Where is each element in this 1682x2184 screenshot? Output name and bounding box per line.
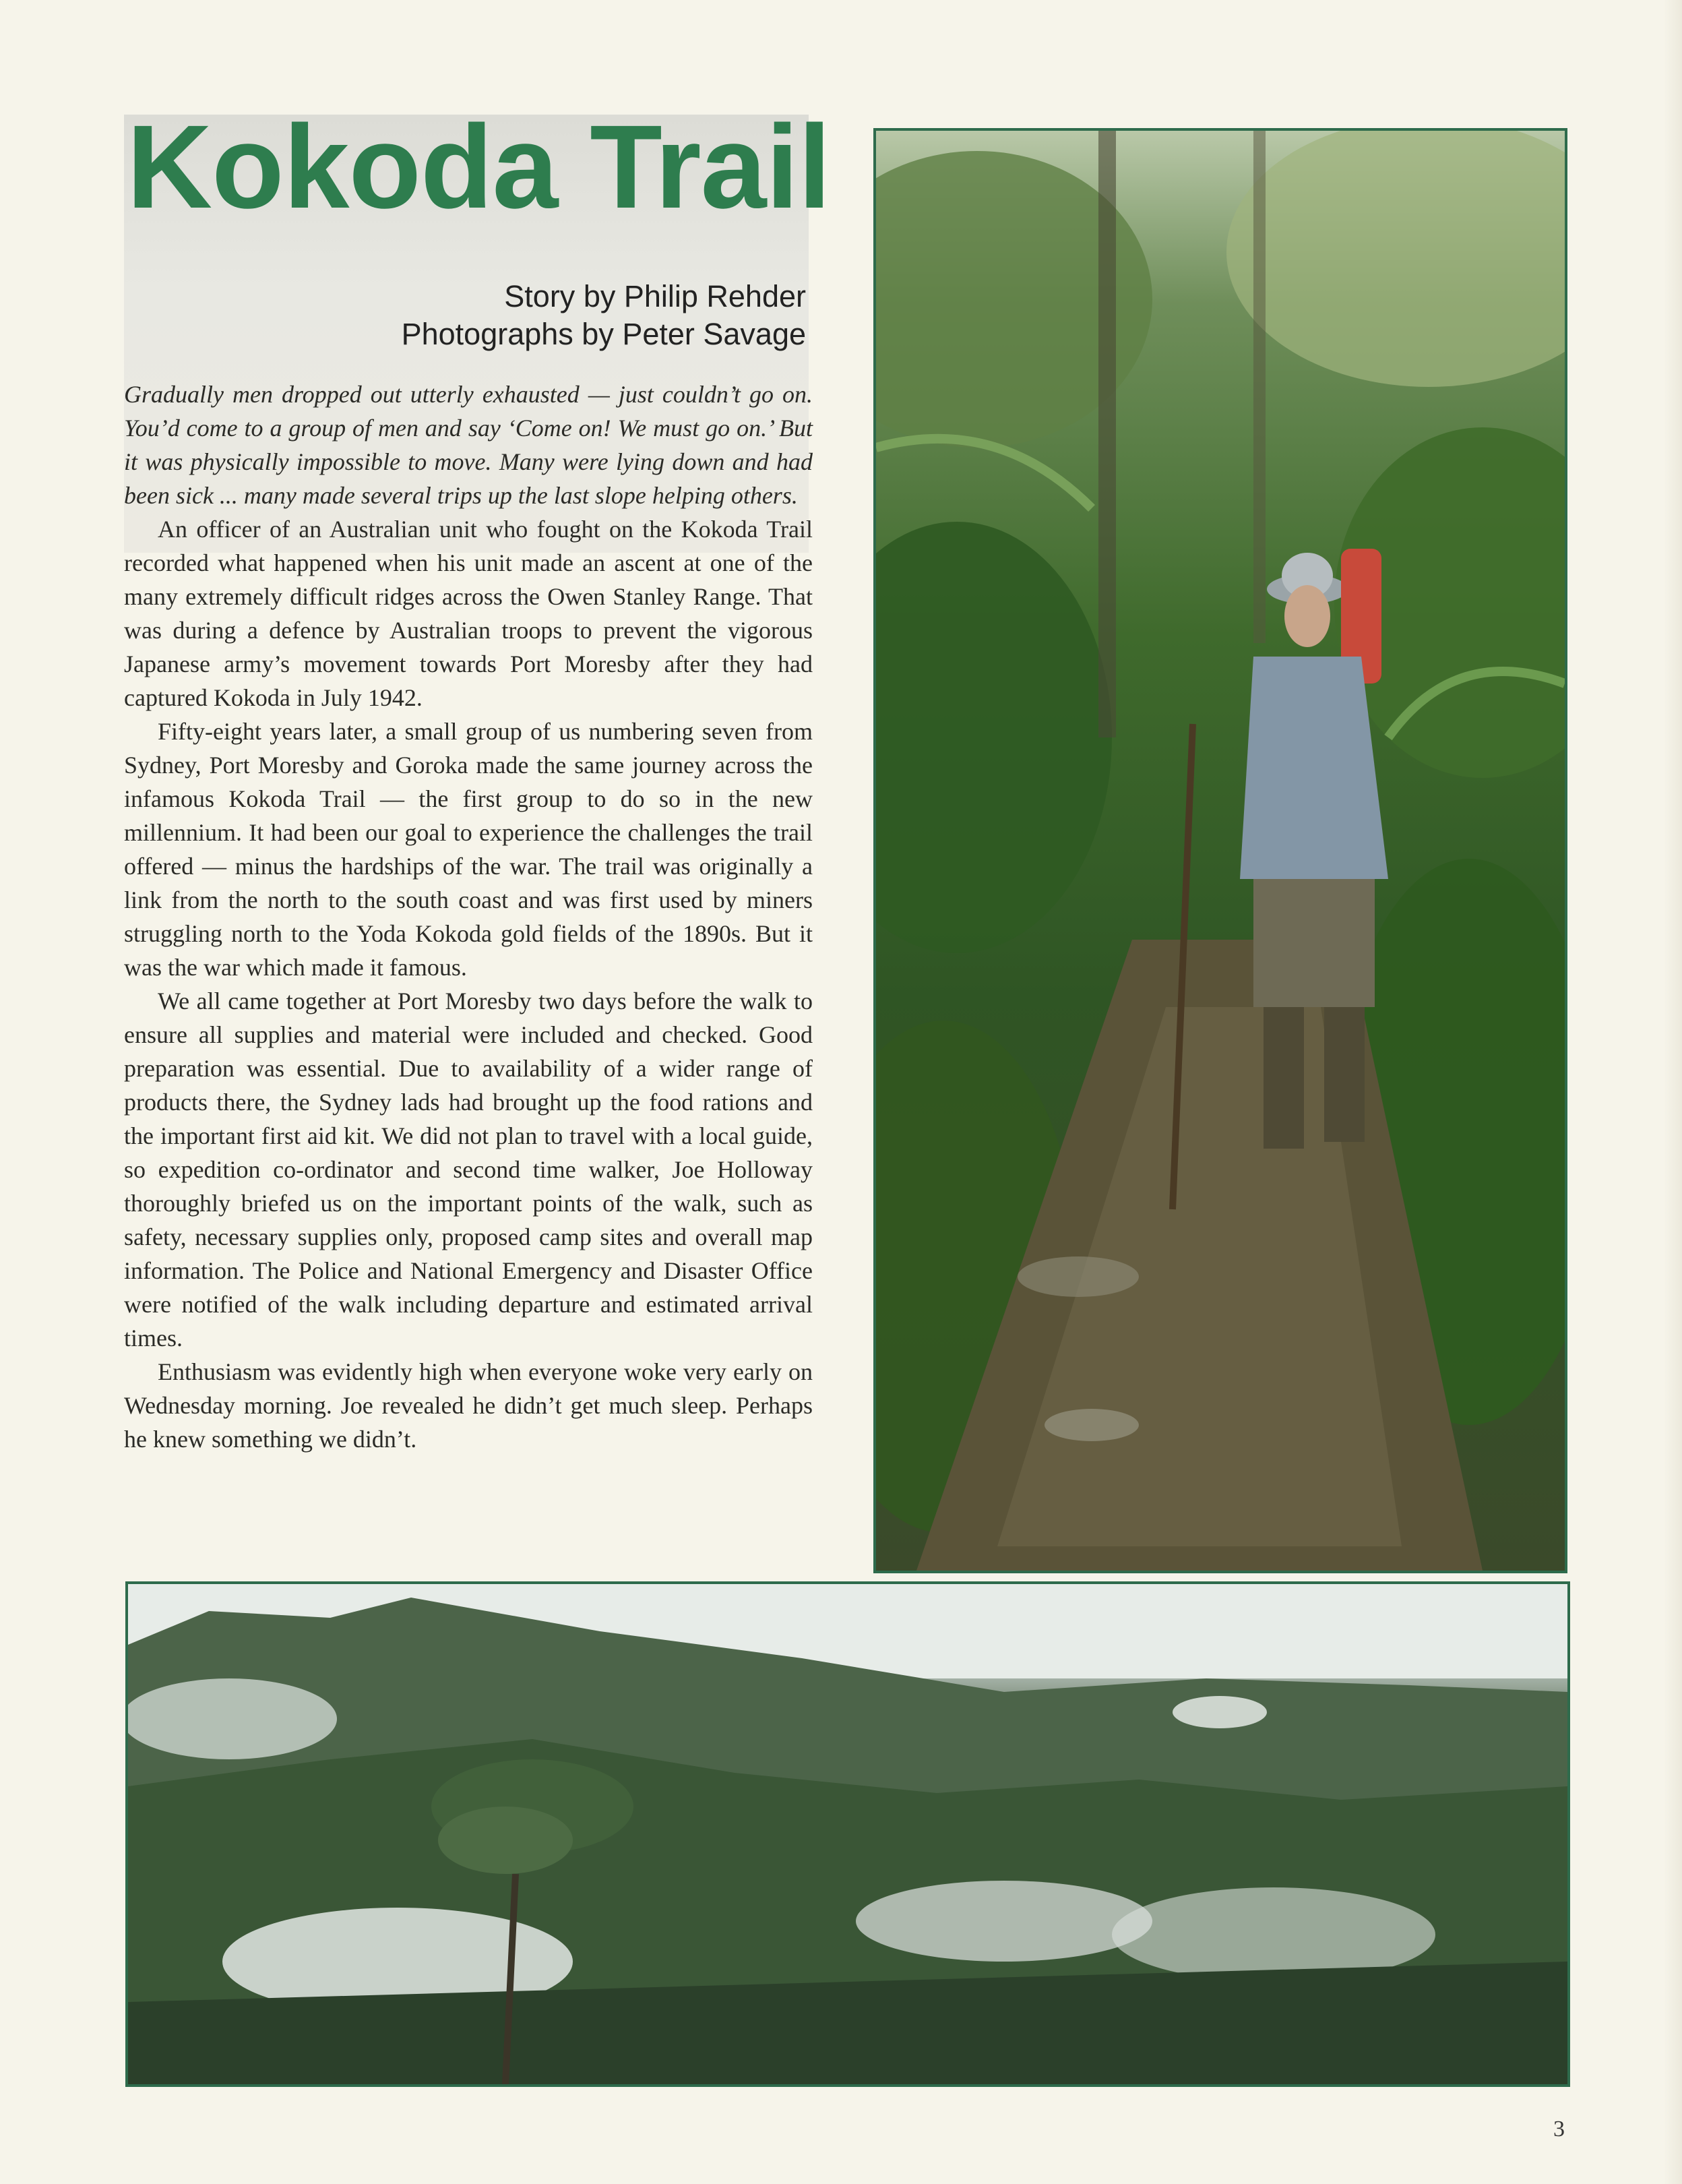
intro-quote: Gradually men dropped out utterly exhausted — just couldn’t go on. You’d come to a group of men and say ‘Come on! We must go on.’ But it was physically impossible to move. Many were lying down and had been sick ... many made several trips up the last slope helping others. bbox=[124, 381, 813, 509]
article-title: Kokoda Trail bbox=[127, 101, 831, 233]
hiker-photo bbox=[873, 128, 1567, 1573]
mountain-vista-illustration bbox=[128, 1584, 1567, 2084]
credits bbox=[377, 278, 806, 353]
story-credit: Story by Philip Rehder bbox=[504, 279, 806, 313]
paragraph: Fifty-eight years later, a small group of us numbering seven from Sydney, Port Moresby and Goroka made the same journey across the infamous Kokoda Trail — the first group to do so in the new millennium. It had been our goal to experience the challenges the trail offered — minus the hardships of the war. The trail was originally a link from the north to the south coast and was first used by miners struggling north to the Yoda Kokoda gold fields of the 1890s. But it was the war which made it famous. bbox=[124, 718, 813, 981]
page-number: 3 bbox=[1553, 2117, 1565, 2142]
paragraph: Enthusiasm was evidently high when everyone woke very early on Wednesday morning. Joe revealed he didn’t get much sleep. Perhaps he knew something we didn’t. bbox=[124, 1358, 813, 1453]
hiker-photo-illustration bbox=[876, 131, 1565, 1571]
mountain-vista-photo bbox=[125, 1581, 1570, 2087]
paragraph: We all came together at Port Moresby two days before the walk to ensure all supplies and material were included and checked. Good preparation was essential. Due to availability of a wider range of products there, the Sydney lads had brought up the food rations and the important first aid kit. We did not plan to travel with a local guide, so expedition co-ordinator and second time walker, Joe Holloway thoroughly briefed us on the important points of the walk, such as safety, necessary supplies only, proposed camp sites and overall map information. The Police and National Emergency and Disaster Office were notified of the walk including departure and estimated arrival times. bbox=[124, 988, 813, 1352]
photo-credit: Photographs by Peter Savage bbox=[401, 317, 806, 351]
article-body bbox=[124, 377, 813, 1456]
page-edge bbox=[1663, 0, 1682, 2184]
paragraph: An officer of an Australian unit who fought on the Kokoda Trail recorded what happened when his unit made an ascent at one of the many extremely difficult ridges across the Owen Stanley Range. That was during a defence by Australian troops to prevent the vigorous Japanese army’s movement towards Port Moresby after they had captured Kokoda in July 1942. bbox=[124, 516, 813, 711]
